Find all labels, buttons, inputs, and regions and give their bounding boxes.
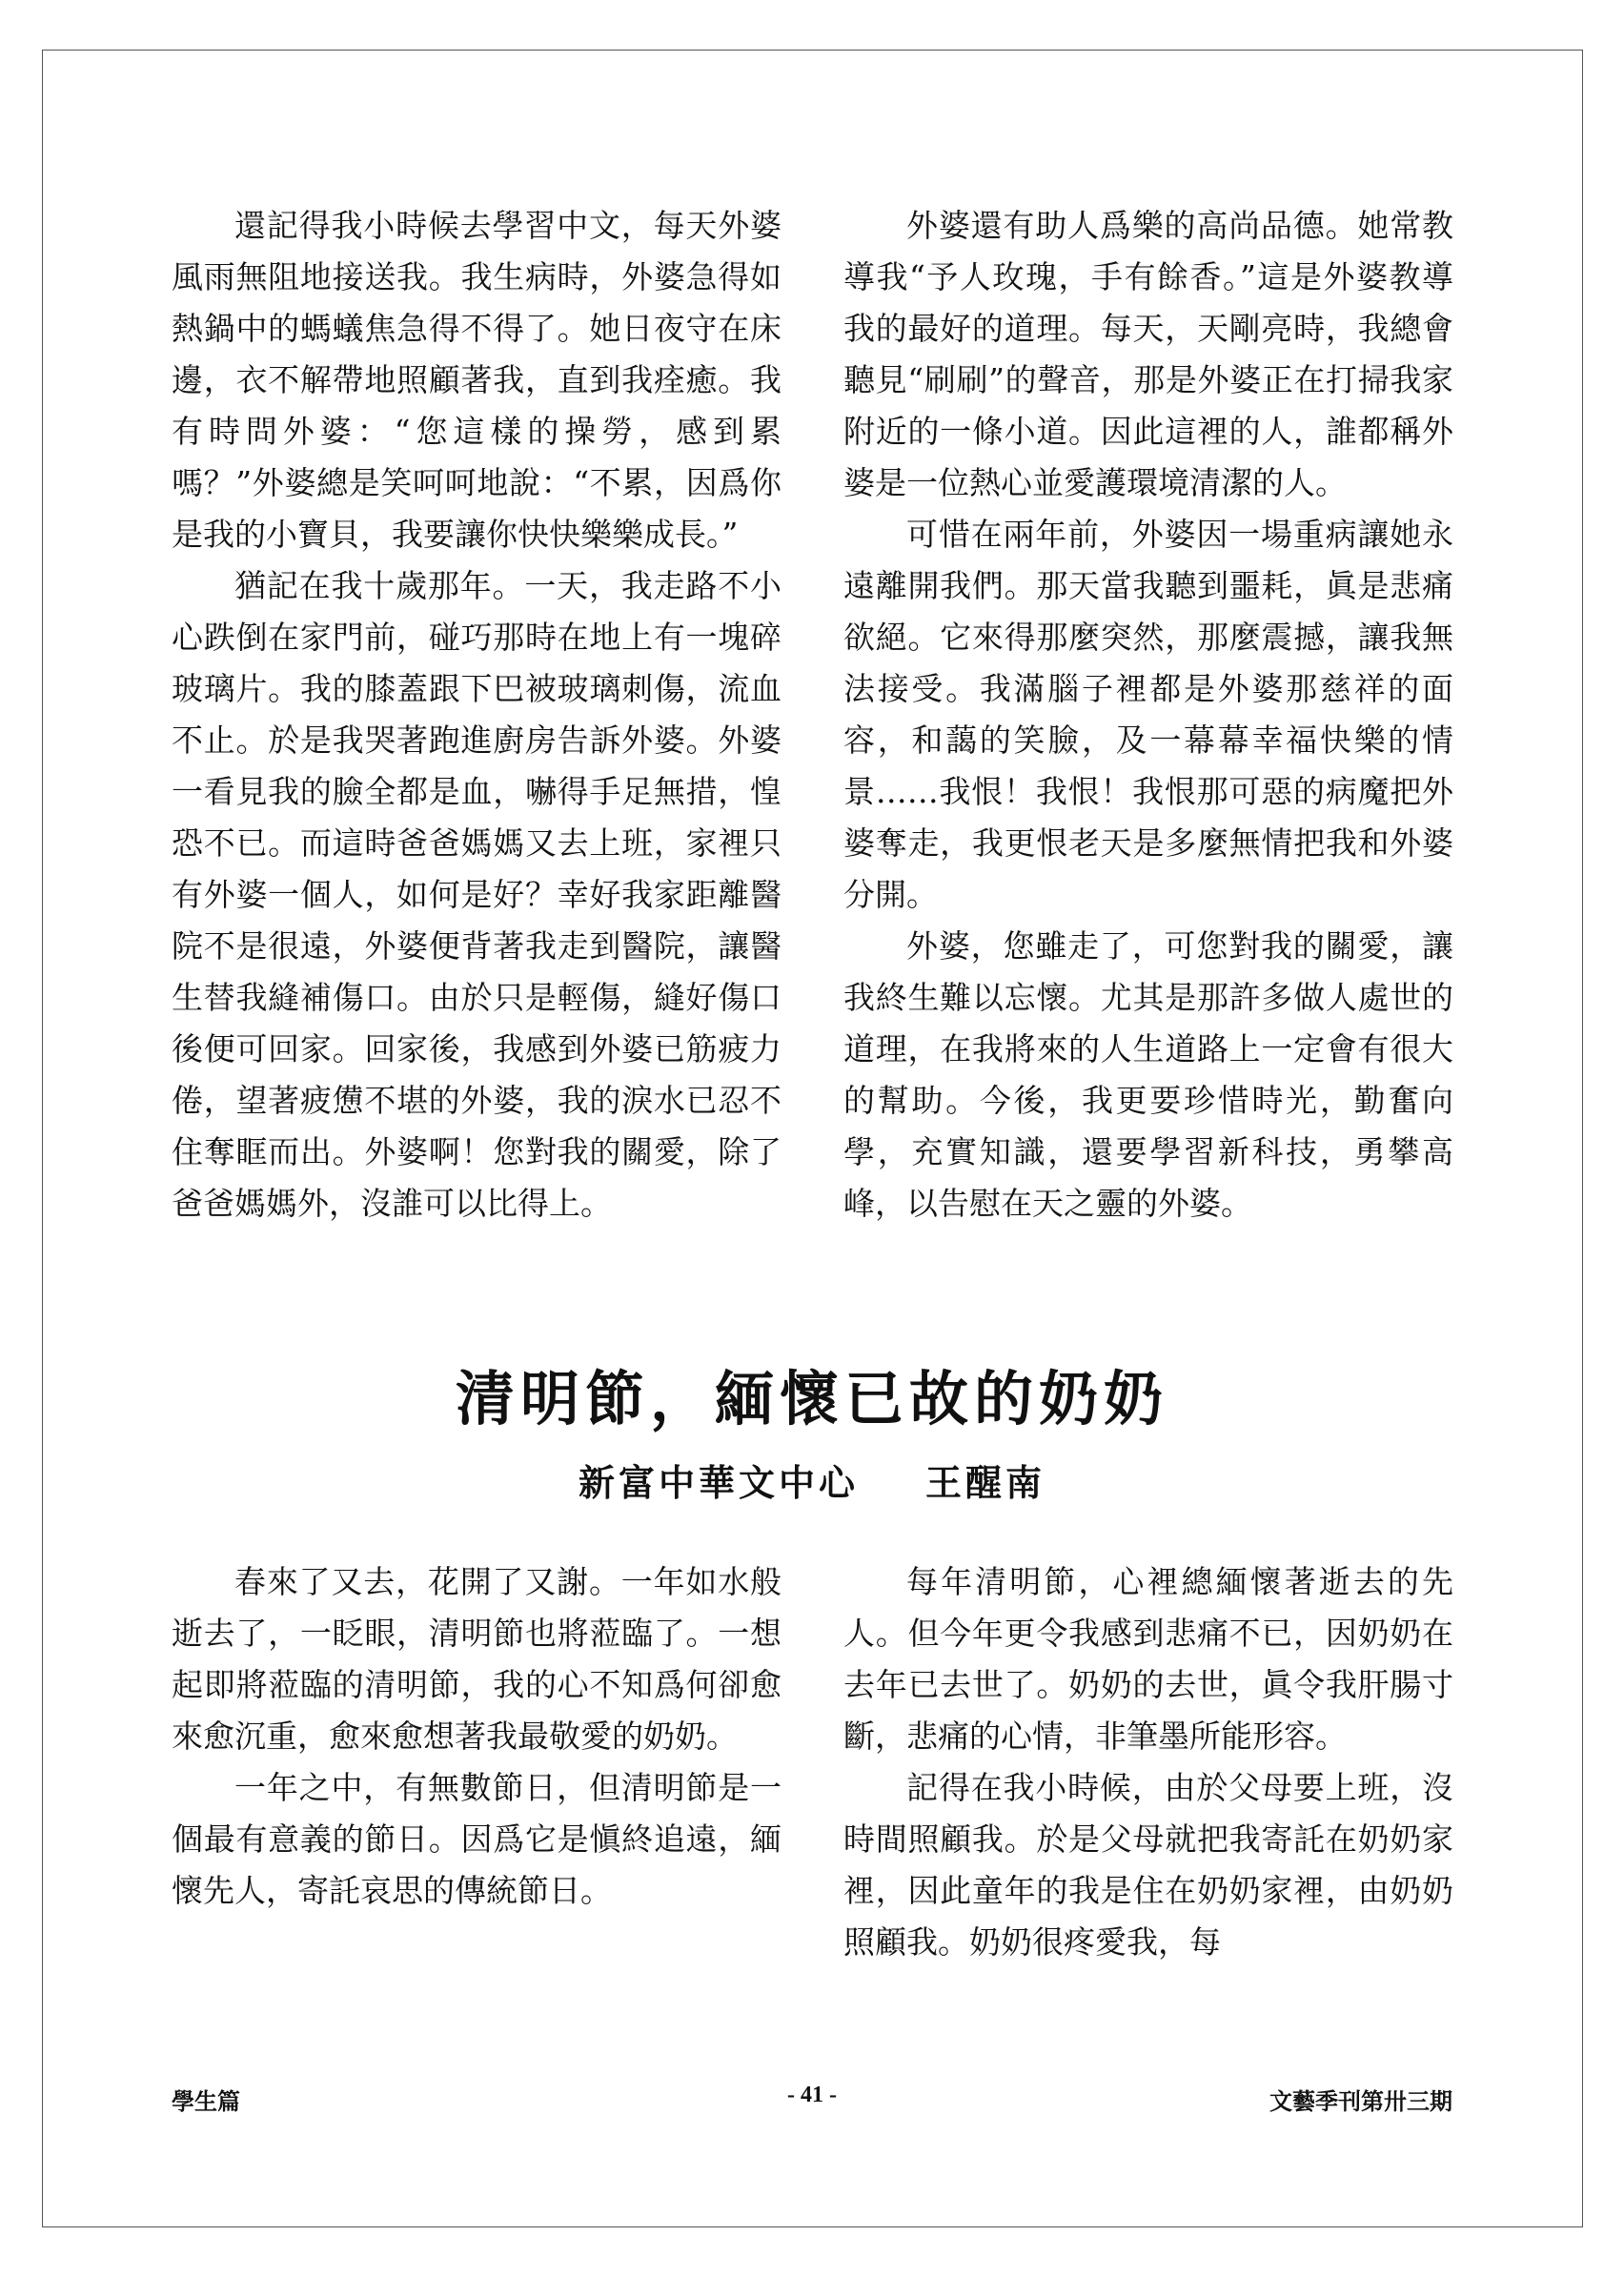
footer-section-label: 學生篇 [172, 2089, 240, 2115]
paragraph: 猶記在我十歲那年。一天，我走路不小心跌倒在家門前，碰巧那時在地上有一塊碎玻璃片。我的膝蓋跟下巴被玻璃刺傷，流血不止。於是我哭著跑進廚房告訴外婆。外婆一看見我的臉全都是血，嚇得手足無措，惶恐不已。而這時爸爸媽媽又去上班，家裡只有外婆一個人，如何是好？幸好我家距離醫院不是很遠，外婆便背著我走到醫院，讓醫生替我縫補傷口。由於只是輕傷，縫好傷口後便可回家。回家後，我感到外婆已筋疲力倦，望著疲憊不堪的外婆，我的淚水已忍不住奪眶而出。外婆啊！您對我的關愛，除了爸爸媽媽外，沒誰可以比得上。 [172, 567, 782, 1222]
author-school: 新富中華文中心 [578, 1462, 859, 1504]
footer-publication: 文藝季刊第卅三期 [1269, 2089, 1452, 2115]
paragraph: 春來了又去，花開了又謝。一年如水般逝去了，一眨眼，清明節也將蒞臨了。一想起即將蒞臨的清明節，我的心不知爲何卻愈來愈沉重，愈來愈想著我最敬愛的奶奶。 [172, 1563, 782, 1755]
article-byline [0, 1454, 1624, 1506]
paragraph: 外婆，您雖走了，可您對我的關愛，讓我終生難以忘懷。尤其是那許多做人處世的道理，在我將來的人生道路上一定會有很大的幫助。今後，我更要珍惜時光，勤奮向學，充實知識，還要學習新科技，勇攀高峰，以告慰在天之靈的外婆。 [843, 927, 1453, 1222]
page-number: - 41 - [787, 2083, 837, 2107]
paragraph: 每年清明節，心裡總緬懷著逝去的先人。但今年更令我感到悲痛不已，因奶奶在去年已去世了。奶奶的去世，眞令我肝腸寸斷，悲痛的心情，非筆墨所能形容。 [843, 1563, 1453, 1755]
article-right-column [843, 1556, 1453, 1968]
article-left-column [172, 1556, 782, 1917]
paragraph: 記得在我小時候，由於父母要上班，沒時間照顧我。於是父母就把我寄託在奶奶家裡，因此童年的我是住在奶奶家裡，由奶奶照顧我。奶奶很疼愛我，每 [843, 1769, 1453, 1961]
paragraph: 一年之中，有無數節日，但清明節是一個最有意義的節日。因爲它是愼終追遠，緬懷先人，寄託哀思的傳統節日。 [172, 1769, 782, 1909]
author-name: 王醒南 [925, 1462, 1046, 1504]
paragraph: 還記得我小時候去學習中文，每天外婆風雨無阻地接送我。我生病時，外婆急得如熱鍋中的螞蟻焦急得不得了。她日夜守在床邊，衣不解帶地照顧著我，直到我痊癒。我有時問外婆：“您這樣的操勞，感到累嗎？”外婆總是笑呵呵地說：“不累，因爲你是我的小寶貝，我要讓你快快樂樂成長。” [172, 207, 782, 553]
paragraph: 可惜在兩年前，外婆因一場重病讓她永遠離開我們。那天當我聽到噩耗，眞是悲痛欲絕。它來得那麼突然，那麼震撼，讓我無法接受。我滿腦子裡都是外婆那慈祥的面容，和藹的笑臉，及一幕幕幸福快樂的情景……我恨！我恨！我恨那可惡的病魔把外婆奪走，我更恨老天是多麼無情把我和外婆分開。 [843, 516, 1453, 913]
previous-article-left-column [172, 200, 782, 1230]
article-title: 清明節，緬懷已故的奶奶 [455, 1364, 1168, 1433]
previous-article-right-column [843, 200, 1453, 1230]
paragraph: 外婆還有助人爲樂的高尚品德。她常教導我“予人玫瑰，手有餘香。”這是外婆教導我的最好的道理。每天，天剛亮時，我總會聽見“刷刷”的聲音，那是外婆正在打掃我家附近的一條小道。因此這裡的人，誰都稱外婆是一位熱心並愛護環境清潔的人。 [843, 207, 1453, 501]
